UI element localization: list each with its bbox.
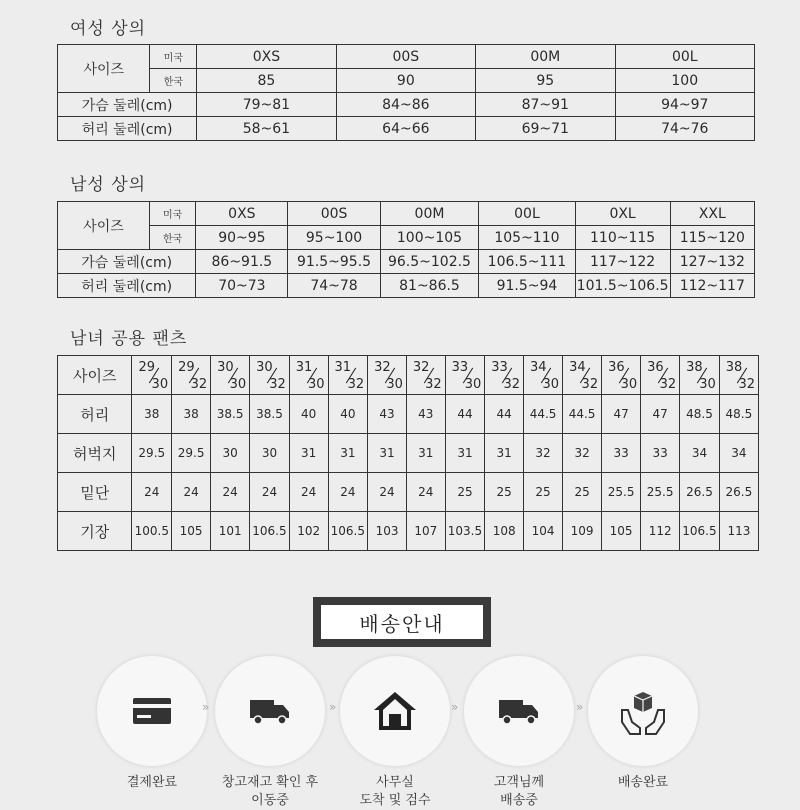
kr-label: 한국: [150, 69, 197, 93]
chest-label: 가슴 둘레(cm): [58, 250, 196, 274]
pants-value: 24: [172, 473, 211, 512]
chest-value: 91.5~95.5: [288, 250, 380, 274]
pants-value: 47: [641, 395, 680, 434]
chest-value: 127~132: [670, 250, 754, 274]
waist-label: 허리 둘레(cm): [58, 117, 197, 141]
chest-value: 79~81: [197, 93, 336, 117]
pants-value: 106.5: [328, 512, 368, 551]
pants-size-cell: [485, 356, 524, 395]
pants-size-cell: [445, 356, 485, 395]
pants-size-cell: [406, 356, 445, 395]
step-office: [340, 656, 450, 766]
kr-size: 105~110: [479, 226, 575, 250]
us-size: 00S: [336, 45, 475, 69]
pants-value: 32: [524, 434, 563, 473]
pants-value: 102: [289, 512, 328, 551]
waist-size: 29: [138, 360, 156, 375]
waist-value: 70~73: [196, 274, 288, 298]
length-size: 32: [738, 377, 755, 392]
pants-row-label: 허리: [58, 395, 132, 434]
waist-size: 38: [725, 360, 743, 375]
pants-value: 44: [445, 395, 485, 434]
pants-value: 105: [602, 512, 641, 551]
step-complete: [588, 656, 698, 766]
waist-size: 36: [647, 360, 664, 375]
pants-value: 24: [132, 473, 172, 512]
waist-size: 29: [178, 360, 195, 375]
kr-size: 90: [336, 69, 475, 93]
step-label-payment: 결제완료: [126, 775, 178, 790]
pants-size-cell: [719, 356, 758, 395]
step-warehouse: [215, 656, 325, 766]
size-header: 사이즈: [58, 202, 150, 250]
waist-value: 74~76: [615, 117, 755, 141]
waist-size: 34: [569, 360, 586, 375]
pants-size-cell: [602, 356, 641, 395]
length-size: 32: [347, 377, 365, 392]
pants-value: 44: [485, 395, 524, 434]
step-label-complete: 배송완료: [617, 775, 669, 790]
pants-value: 112: [641, 512, 680, 551]
credit-card-icon: [127, 688, 177, 734]
pants-value: 24: [250, 473, 290, 512]
pants-size-cell: [328, 356, 368, 395]
chest-label: 가슴 둘레(cm): [58, 93, 197, 117]
pants-value: 24: [289, 473, 328, 512]
waist-size: 32: [412, 360, 430, 375]
us-size: 00M: [476, 45, 615, 69]
pants-size-cell: [524, 356, 563, 395]
pants-value: 44.5: [524, 395, 563, 434]
step-label-warehouse: 창고재고 확인 후 이동중: [221, 775, 319, 808]
pants-size-cell: [680, 356, 720, 395]
men-size-table: [57, 201, 755, 298]
pants-row-label: 기장: [58, 512, 132, 551]
us-size: 00S: [288, 202, 380, 226]
kr-size: 95: [476, 69, 615, 93]
men-section-title: 남성 상의: [70, 175, 147, 195]
pants-value: 34: [719, 434, 758, 473]
box-hands-icon: [618, 688, 668, 738]
pants-value: 38.5: [250, 395, 290, 434]
chest-value: 86~91.5: [196, 250, 288, 274]
pants-value: 43: [368, 395, 407, 434]
size-header: 사이즈: [58, 356, 132, 395]
pants-value: 30: [211, 434, 250, 473]
pants-value: 107: [406, 512, 445, 551]
us-size: 00L: [615, 45, 755, 69]
pants-size-cell: [641, 356, 680, 395]
length-size: 32: [503, 377, 521, 392]
size-header: 사이즈: [58, 45, 150, 93]
waist-value: 91.5~94: [479, 274, 575, 298]
step-arrow: »: [451, 700, 459, 714]
length-size: 30: [386, 377, 403, 392]
us-size: XXL: [670, 202, 754, 226]
us-label: 미국: [150, 45, 197, 69]
kr-size: 100: [615, 69, 755, 93]
pants-value: 32: [563, 434, 602, 473]
women-size-table: [57, 44, 755, 141]
pants-value: 29.5: [172, 434, 211, 473]
pants-size-cell: [132, 356, 172, 395]
pants-value: 48.5: [680, 395, 720, 434]
pants-value: 40: [328, 395, 368, 434]
us-size: 00L: [479, 202, 575, 226]
pants-value: 25: [485, 473, 524, 512]
pants-value: 47: [602, 395, 641, 434]
pants-value: 43: [406, 395, 445, 434]
kr-size: 110~115: [575, 226, 670, 250]
pants-value: 100.5: [132, 512, 172, 551]
step-arrow: »: [202, 700, 210, 714]
waist-value: 101.5~106.5: [575, 274, 670, 298]
length-size: 30: [699, 377, 716, 392]
waist-size: 34: [530, 360, 547, 375]
kr-size: 95~100: [288, 226, 380, 250]
pants-size-cell: [289, 356, 328, 395]
kr-size: 85: [197, 69, 336, 93]
pants-value: 24: [406, 473, 445, 512]
pants-value: 25: [524, 473, 563, 512]
length-size: 32: [269, 377, 286, 392]
waist-size: 30: [217, 360, 234, 375]
waist-size: 32: [374, 360, 391, 375]
pants-value: 31: [406, 434, 445, 473]
pants-value: 104: [524, 512, 563, 551]
waist-size: 30: [256, 360, 273, 375]
waist-size: 33: [491, 360, 508, 375]
pants-value: 24: [211, 473, 250, 512]
pants-value: 31: [445, 434, 485, 473]
waist-size: 31: [334, 360, 352, 375]
chest-value: 96.5~102.5: [380, 250, 479, 274]
length-size: 32: [190, 377, 208, 392]
waist-size: 31: [295, 360, 313, 375]
pants-value: 106.5: [680, 512, 720, 551]
pants-section-title: 남녀 공용 팬츠: [70, 329, 188, 349]
pants-row-label: 밑단: [58, 473, 132, 512]
pants-value: 105: [172, 512, 211, 551]
pants-value: 103: [368, 512, 407, 551]
pants-value: 31: [368, 434, 407, 473]
us-label: 미국: [149, 202, 195, 226]
pants-value: 101: [211, 512, 250, 551]
pants-value: 24: [368, 473, 407, 512]
pants-row-label: 허벅지: [58, 434, 132, 473]
pants-value: 33: [602, 434, 641, 473]
us-size: 0XL: [575, 202, 670, 226]
step-delivering: [464, 656, 574, 766]
pants-value: 48.5: [719, 395, 758, 434]
pants-size-cell: [250, 356, 290, 395]
women-section-title: 여성 상의: [70, 19, 147, 39]
truck-icon: [494, 688, 544, 734]
waist-size: 36: [608, 360, 625, 375]
chest-value: 117~122: [575, 250, 670, 274]
pants-size-cell: [172, 356, 211, 395]
pants-value: 44.5: [563, 395, 602, 434]
step-label-delivering: 고객님께 배송중: [493, 775, 545, 808]
house-icon: [370, 688, 420, 734]
pants-value: 38.5: [211, 395, 250, 434]
waist-value: 112~117: [670, 274, 754, 298]
waist-value: 74~78: [288, 274, 380, 298]
truck-icon: [245, 688, 295, 734]
length-size: 30: [229, 377, 247, 392]
pants-size-cell: [368, 356, 407, 395]
pants-value: 31: [328, 434, 368, 473]
pants-value: 25.5: [641, 473, 680, 512]
us-size: 0XS: [197, 45, 336, 69]
pants-value: 26.5: [719, 473, 758, 512]
pants-size-table: [57, 355, 759, 551]
length-size: 30: [464, 377, 482, 392]
waist-value: 81~86.5: [380, 274, 479, 298]
pants-value: 30: [250, 434, 290, 473]
step-payment: [97, 656, 210, 766]
pants-value: 26.5: [680, 473, 720, 512]
length-size: 30: [620, 377, 638, 392]
step-arrow: »: [576, 700, 584, 714]
chest-value: 94~97: [615, 93, 755, 117]
length-size: 32: [425, 377, 442, 392]
kr-label: 한국: [149, 226, 195, 250]
shipping-title-box: [313, 597, 491, 647]
length-size: 30: [307, 377, 325, 392]
kr-size: 115~120: [670, 226, 754, 250]
step-arrow: »: [329, 700, 337, 714]
pants-value: 29.5: [132, 434, 172, 473]
pants-size-cell: [563, 356, 602, 395]
pants-value: 33: [641, 434, 680, 473]
pants-value: 24: [328, 473, 368, 512]
waist-label: 허리 둘레(cm): [58, 274, 196, 298]
length-size: 30: [151, 377, 169, 392]
pants-value: 38: [132, 395, 172, 434]
pants-value: 31: [289, 434, 328, 473]
pants-size-cell: [211, 356, 250, 395]
chest-value: 106.5~111: [479, 250, 575, 274]
pants-value: 106.5: [250, 512, 290, 551]
us-size: 00M: [380, 202, 479, 226]
waist-size: 33: [451, 360, 469, 375]
chest-value: 84~86: [336, 93, 475, 117]
waist-value: 69~71: [476, 117, 615, 141]
length-size: 32: [581, 377, 599, 392]
chest-value: 87~91: [476, 93, 615, 117]
kr-size: 100~105: [380, 226, 479, 250]
pants-value: 31: [485, 434, 524, 473]
length-size: 32: [659, 377, 677, 392]
pants-value: 25: [563, 473, 602, 512]
pants-value: 34: [680, 434, 720, 473]
pants-value: 103.5: [445, 512, 485, 551]
step-label-office: 사무실 도착 및 검수: [359, 775, 431, 808]
pants-value: 38: [172, 395, 211, 434]
kr-size: 90~95: [196, 226, 288, 250]
waist-value: 64~66: [336, 117, 475, 141]
pants-value: 113: [719, 512, 758, 551]
pants-value: 25: [445, 473, 485, 512]
length-size: 30: [542, 377, 560, 392]
waist-value: 58~61: [197, 117, 336, 141]
pants-value: 108: [485, 512, 524, 551]
pants-value: 109: [563, 512, 602, 551]
pants-value: 40: [289, 395, 328, 434]
us-size: 0XS: [196, 202, 288, 226]
pants-value: 25.5: [602, 473, 641, 512]
waist-size: 38: [686, 360, 703, 375]
shipping-title: 배송안내: [321, 605, 483, 639]
